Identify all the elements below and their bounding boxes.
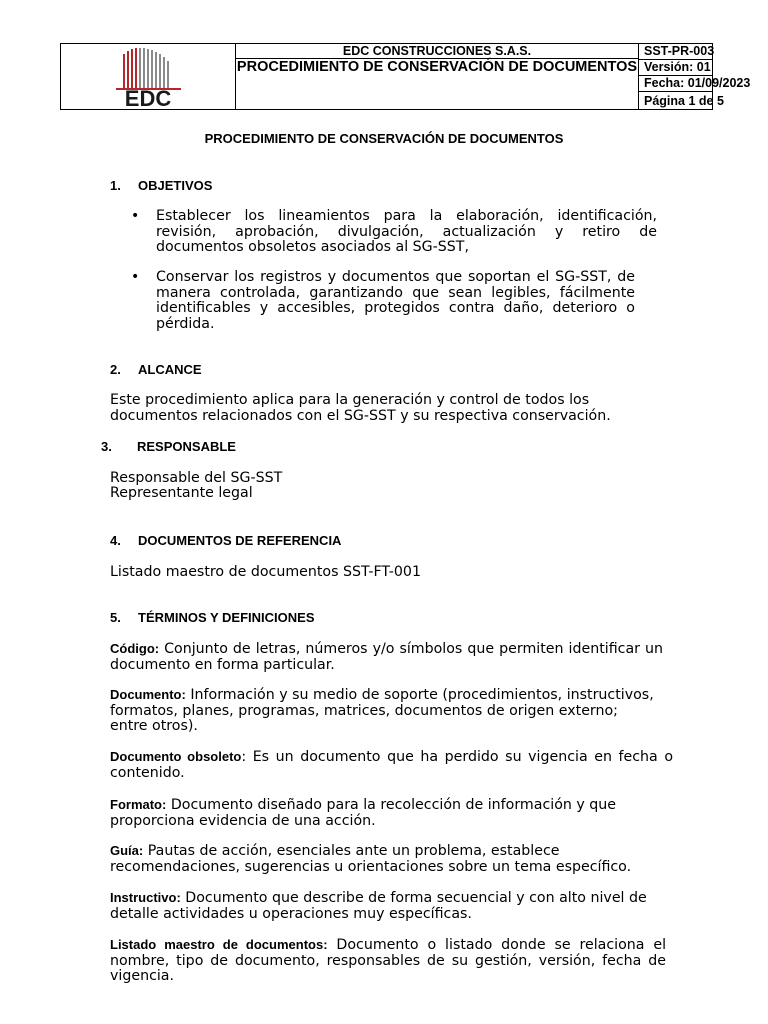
bullet-icon: • bbox=[131, 269, 140, 285]
responsible-line: Responsable del SG-SST bbox=[110, 470, 283, 486]
definition-text: Documento diseñado para la recolección de información y que proporciona evidencia de una acción. bbox=[110, 797, 617, 829]
responsible-line: Representante legal bbox=[110, 485, 253, 501]
definition-item bbox=[110, 687, 655, 735]
reference-text: Listado maestro de documentos SST-FT-001 bbox=[110, 564, 421, 580]
bullet-icon: • bbox=[131, 208, 140, 224]
definition-term: Listado maestro de documentos: bbox=[110, 937, 328, 952]
definition-text: Información y su medio de soporte (procedimientos, instructivos, formatos, planes, programas, matrices, documentos de origen externo; entre otros). bbox=[110, 687, 654, 734]
definition-text: Pautas de acción, esenciales ante un problema, establece recomendaciones, sugerencias u orientaciones sobre un tema específico. bbox=[110, 843, 632, 875]
definition-text: Conjunto de letras, números y/o símbolos que permiten identificar un documento en forma particular. bbox=[110, 641, 663, 673]
definition-term: Guía: bbox=[110, 843, 144, 858]
scope-text: Este procedimiento aplica para la generación y control de todos los documentos relacionados con el SG-SST y su respectiva conservación. bbox=[110, 392, 611, 424]
section-title: OBJETIVOS bbox=[138, 178, 213, 193]
objective-item: Conservar los registros y documentos que soportan el SG-SST, de manera controlada, garantizando que sean legibles, fácilmente identificables y accesibles, protegidos contra daño, deterioro o pérdida. bbox=[156, 269, 635, 332]
definition-term: Documento: bbox=[110, 687, 186, 702]
definition-term: Código: bbox=[110, 641, 160, 656]
header-procedure-title: PROCEDIMIENTO DE CONSERVACIÓN DE DOCUMENTOS bbox=[236, 59, 638, 75]
definition-item bbox=[110, 749, 673, 781]
section-number: 1. bbox=[110, 178, 121, 193]
edc-logo-image bbox=[61, 44, 235, 109]
document-code: SST-PR-003 bbox=[639, 44, 713, 60]
definition-item bbox=[110, 641, 663, 673]
section-number: 4. bbox=[110, 533, 121, 548]
objective-item: Establecer los lineamientos para la elaboración, identificación, revisión, aprobación, divulgación, actualización y retiro de documentos obsoletos asociados al SG-SST, bbox=[156, 208, 657, 255]
document-title: PROCEDIMIENTO DE CONSERVACIÓN DE DOCUMENTOS bbox=[204, 131, 564, 146]
definition-item bbox=[110, 890, 658, 922]
definition-item bbox=[110, 937, 666, 985]
section-title: ALCANCE bbox=[138, 362, 202, 377]
section-heading-objetivos bbox=[110, 178, 212, 193]
definition-item bbox=[110, 797, 640, 829]
section-heading-terminos bbox=[110, 610, 315, 625]
section-number: 5. bbox=[110, 610, 121, 625]
definition-term: Documento obsoleto bbox=[110, 749, 242, 764]
definition-term: Instructivo: bbox=[110, 890, 181, 905]
definition-text: Documento o listado donde se relaciona el nombre, tipo de documento, responsables de su gestión, versión, fecha de vigencia. bbox=[110, 937, 667, 984]
logo-text: EDC bbox=[124, 86, 172, 109]
section-title: TÉRMINOS Y DEFINICIONES bbox=[138, 610, 315, 625]
section-heading-alcance bbox=[110, 362, 202, 377]
section-title: DOCUMENTOS DE REFERENCIA bbox=[138, 533, 342, 548]
document-header bbox=[60, 43, 751, 110]
section-heading-responsable bbox=[101, 439, 236, 454]
definition-term: Formato: bbox=[110, 797, 167, 812]
document-date: Fecha: 01/09/2023 bbox=[639, 76, 713, 92]
document-version: Versión: 01 bbox=[639, 60, 713, 76]
company-name: EDC CONSTRUCCIONES S.A.S. bbox=[236, 44, 638, 59]
section-number: 3. bbox=[101, 439, 112, 454]
section-number: 2. bbox=[110, 362, 121, 377]
page-number: Página 1 de 5 bbox=[644, 94, 724, 108]
section-title: RESPONSABLE bbox=[137, 439, 236, 454]
definition-text: : Es un documento que ha perdido su vigencia en fecha o contenido. bbox=[110, 749, 673, 781]
definition-item bbox=[110, 843, 640, 875]
definition-text: Documento que describe de forma secuencial y con alto nivel de detalle actividades u operaciones muy específicas. bbox=[110, 890, 647, 922]
section-heading-referencia bbox=[110, 533, 341, 548]
company-logo bbox=[61, 44, 236, 109]
